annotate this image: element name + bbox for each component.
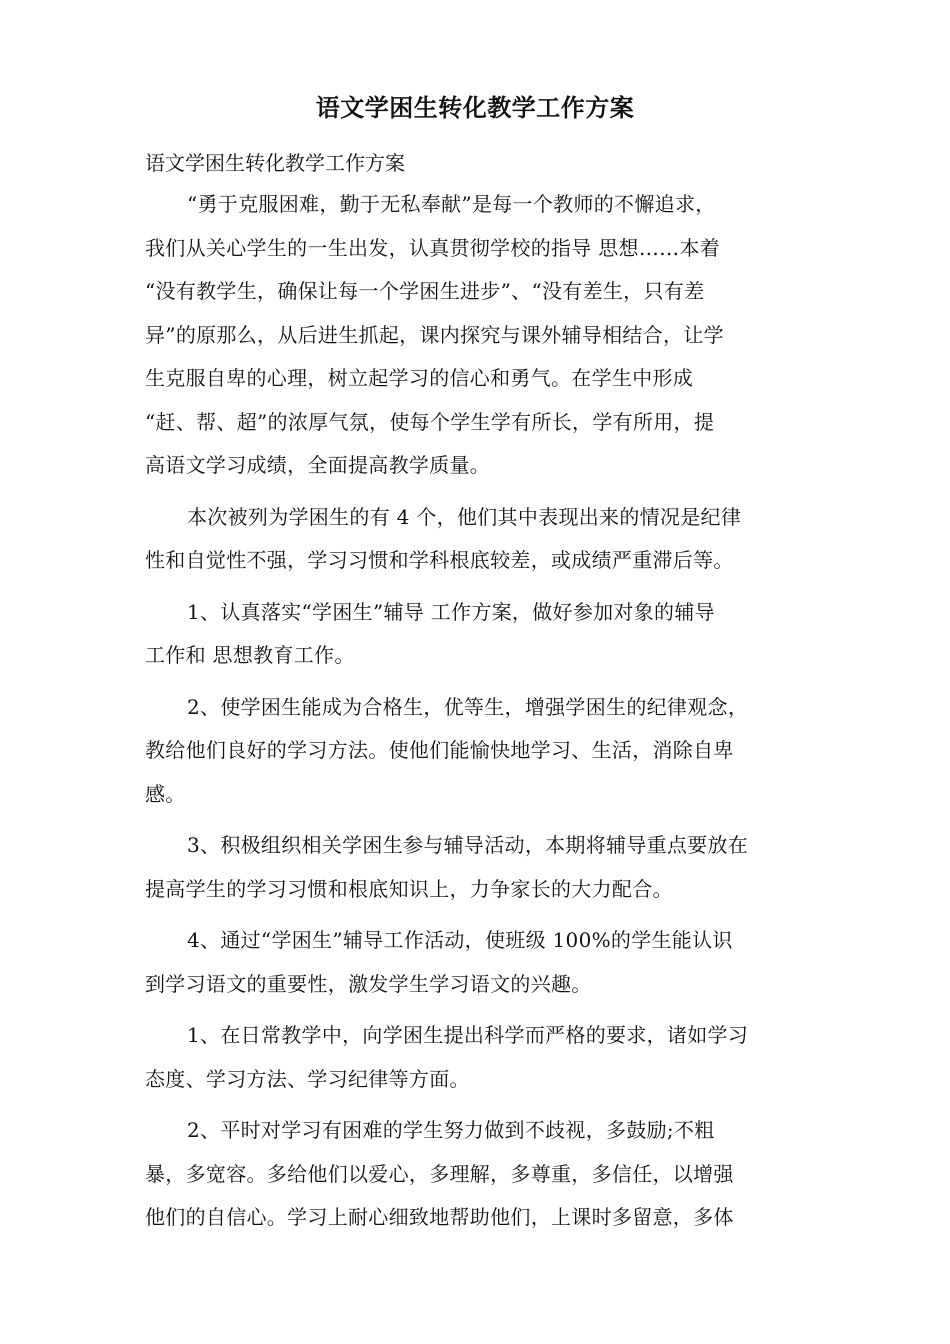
text-line: 4、通过“学困生”辅导工作活动，使班级 100%的学生能认识: [187, 928, 733, 952]
text-line: 2、平时对学习有困难的学生努力做到不歧视，多鼓励;不粗: [187, 1118, 715, 1142]
text-line: “勇于克服困难，勤于无私奉献”是每一个教师的不懈追求，: [187, 192, 716, 216]
paragraph: [145, 496, 815, 583]
text-line: 1、在日常教学中，向学困生提出科学而严格的要求，诸如学习: [187, 1023, 749, 1047]
text-line: 生克服自卑的心理，树立起学习的信心和勇气。在学生中形成: [145, 366, 694, 390]
paragraph: [145, 824, 815, 911]
paragraph: [145, 1109, 815, 1240]
text-line: 感。: [145, 781, 186, 806]
document-title: 语文学困生转化教学工作方案: [315, 93, 635, 122]
text-line: 3、积极组织相关学困生参与辅导活动，本期将辅导重点要放在: [187, 833, 749, 857]
text-line: “赶、帮、超”的浓厚气氛，使每个学生学有所长，学有所用，提: [145, 409, 715, 434]
paragraph: [145, 919, 815, 1006]
text-line: 本次被列为学困生的有 4 个，他们其中表现出来的情况是纪律: [187, 504, 742, 529]
text-line: 异”的原那么，从后进生抓起，课内探究与课外辅导相结合，让学: [145, 322, 724, 347]
document-body: [145, 183, 815, 1248]
paragraph: [145, 183, 815, 488]
text-line: 到学习语文的重要性，激发学生学习语文的兴趣。: [145, 971, 592, 996]
paragraph: [145, 591, 815, 678]
text-line: 教给他们良好的学习方法。使他们能愉快地学习、生活，消除自卑: [145, 738, 734, 762]
text-line: 工作和 思想教育工作。: [145, 643, 355, 667]
text-line: 我们从关心学生的一生出发，认真贯彻学校的指导 思想……本着: [145, 235, 721, 260]
document-subtitle: 语文学困生转化教学工作方案: [145, 151, 405, 175]
paragraph: [145, 1014, 815, 1101]
text-line: “没有教学生，确保让每一个学困生进步”、“没有差生，只有差: [145, 279, 705, 303]
text-line: 2、使学困生能成为合格生，优等生，增强学困生的纪律观念，: [187, 694, 749, 719]
text-line: 他们的自信心。学习上耐心细致地帮助他们，上课时多留意，多体: [145, 1205, 734, 1229]
text-line: 高语文学习成绩，全面提高教学质量。: [145, 453, 491, 477]
text-line: 性和自觉性不强，学习习惯和学科根底较差，或成绩严重滞后等。: [145, 548, 734, 572]
text-line: 暴，多宽容。多给他们以爱心，多理解，多尊重，多信任，以增强: [145, 1161, 734, 1186]
text-line: 态度、学习方法、学习纪律等方面。: [145, 1066, 470, 1091]
text-line: 1、认真落实“学困生”辅导 工作方案，做好参加对象的辅导: [187, 599, 715, 624]
text-line: 提高学生的学习习惯和根底知识上，力争家长的大力配合。: [145, 876, 673, 901]
paragraph: [145, 686, 815, 817]
